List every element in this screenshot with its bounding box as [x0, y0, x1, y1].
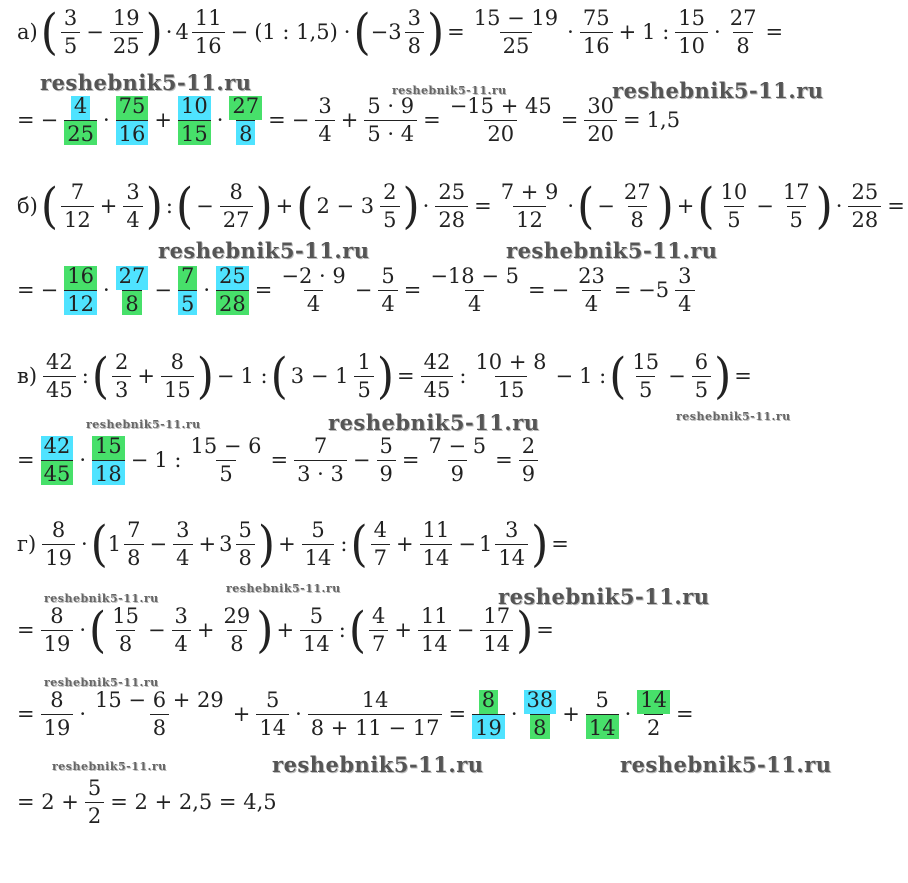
paren-close: ) — [257, 515, 276, 572]
fraction: $\frac{6}{5}$ — [692, 352, 711, 401]
equals-sign: = — [17, 618, 35, 642]
paren-open: ( — [89, 601, 107, 658]
plus-sign: + — [278, 532, 296, 556]
equals-sign: = — [254, 278, 273, 302]
dot-sign: · — [510, 702, 518, 726]
equals-sign: = — [495, 448, 513, 472]
watermark-text: reshebnik5-11.ru — [158, 238, 370, 263]
mixed-number: 1 $\frac{3}{14}$ — [479, 520, 531, 569]
fraction: $\frac{15}{8}$ — [112, 604, 139, 656]
dot-sign: · — [79, 618, 87, 642]
line-v-1 — [14, 347, 755, 404]
paren-close: ) — [256, 601, 274, 658]
plus-sign: + — [618, 20, 637, 44]
fraction: $\frac{5}{2}$ — [85, 778, 104, 827]
watermark-text: reshebnik5-11.ru — [86, 418, 201, 431]
fraction: $\frac{8}{27}$ — [220, 182, 253, 231]
line-b-1 — [14, 177, 908, 234]
minus-sign: − — [154, 278, 172, 302]
minus-sign: − — [354, 278, 373, 302]
minus-sign: − — [756, 194, 774, 218]
fraction: $\frac{3}{4}$ — [315, 96, 334, 145]
label-a: а) — [17, 20, 38, 44]
paren-open: ( — [697, 177, 715, 234]
fraction: $\frac{75}{16}$ — [116, 96, 149, 145]
minus-sign: − — [86, 20, 104, 44]
plus-sign: + — [154, 108, 172, 132]
equals-sign: = — [403, 278, 422, 302]
minus-sign: − — [291, 108, 310, 132]
paren-close: ) — [531, 515, 549, 572]
fraction: $\frac{5}{9}$ — [377, 436, 396, 485]
fraction: $\frac{14}{8 + 11 - 17}$ — [308, 690, 443, 739]
watermark-text: reshebnik5-11.ru — [40, 70, 252, 95]
plus-sign: + — [232, 702, 251, 726]
equals-sign: = — [623, 108, 641, 132]
equals-sign: = — [270, 448, 289, 472]
equals-sign: = — [448, 702, 467, 726]
equals-sign: = — [551, 532, 569, 556]
minus-sign: − — [216, 364, 235, 388]
dot-sign: · — [567, 194, 575, 218]
paren-open: ( — [40, 177, 59, 234]
equals-sign: = — [734, 364, 752, 388]
fraction: $\frac{4}{7}$ — [371, 520, 390, 569]
paren-open: ( — [90, 515, 108, 572]
watermark-text: reshebnik5-11.ru — [52, 760, 167, 773]
dot-sign: · — [79, 702, 87, 726]
mixed-number: −3 $\frac{3}{8}$ — [371, 8, 427, 57]
paren-open: ( — [40, 3, 58, 61]
fraction: $\frac{11}{14}$ — [420, 520, 453, 569]
dot-sign: · — [79, 448, 87, 472]
plus-sign: + — [396, 532, 414, 556]
paren-open: ( — [175, 177, 194, 234]
fraction: $\frac{15}{10}$ — [675, 8, 708, 57]
equals-sign: = — [17, 278, 35, 302]
dot-sign: · — [835, 194, 843, 218]
watermark-text: reshebnik5-11.ru — [44, 592, 159, 605]
paren-close: ) — [656, 177, 674, 234]
fraction: $\frac{29}{8}$ — [223, 604, 251, 656]
plus-sign: + — [198, 532, 217, 556]
fraction: $\frac{38}{8}$ — [524, 690, 557, 739]
fraction: $\frac{42}{45}$ — [43, 352, 76, 401]
fraction: $\frac{25}{28}$ — [435, 182, 468, 231]
expression-text: 1 : — [642, 20, 670, 44]
plus-sign: + — [340, 108, 359, 132]
fraction: $\frac{7 + 9}{12}$ — [500, 180, 559, 232]
line-a-1 — [14, 3, 786, 61]
fraction: $\frac{10 + 8}{15}$ — [475, 350, 547, 402]
paren-close: ) — [145, 3, 163, 61]
fraction: $\frac{3}{4}$ — [172, 606, 191, 655]
watermark-text: reshebnik5-11.ru — [272, 752, 484, 777]
paren-close: ) — [402, 177, 420, 234]
dot-sign: · — [567, 20, 574, 44]
fraction: $\frac{15 - 19}{25}$ — [473, 6, 559, 58]
watermark-text: reshebnik5-11.ru — [620, 752, 832, 777]
watermark-text: reshebnik5-11.ru — [226, 582, 341, 595]
minus-sign: − — [196, 194, 214, 218]
plus-sign: + — [676, 194, 695, 218]
colon-sign: : — [81, 364, 89, 388]
line-a-2 — [14, 96, 683, 145]
equals-sign: = — [17, 448, 35, 472]
minus-sign: − — [551, 278, 570, 302]
equals-sign: = — [536, 618, 554, 642]
expression-text: 1 : — [154, 448, 182, 472]
fraction: $\frac{42}{45}$ — [41, 436, 74, 485]
plus-sign: + — [137, 364, 155, 388]
minus-sign: − — [668, 364, 686, 388]
label-g: г) — [17, 532, 37, 556]
fraction: $\frac{42}{45}$ — [421, 352, 454, 401]
fraction: $\frac{15}{18}$ — [92, 436, 125, 485]
fraction: $\frac{7}{12}$ — [61, 182, 94, 231]
fraction: $\frac{3}{4}$ — [675, 266, 694, 315]
fraction: $\frac{25}{28}$ — [216, 266, 249, 315]
fraction: $\frac{30}{20}$ — [584, 96, 617, 145]
fraction: $\frac{15}{5}$ — [632, 350, 660, 402]
fraction: $\frac{2}{9}$ — [519, 436, 538, 485]
colon-sign: : — [165, 194, 173, 218]
paren-close: ) — [516, 601, 534, 658]
mixed-number: 3 $\frac{5}{8}$ — [219, 520, 258, 569]
minus-sign: − — [458, 532, 476, 556]
paren-open: ( — [353, 3, 371, 61]
fraction: $\frac{-15 + 45}{20}$ — [449, 94, 552, 146]
plus-sign: + — [196, 618, 215, 642]
fraction: $\frac{15 - 6}{5}$ — [190, 434, 262, 486]
equals-sign: = — [17, 108, 35, 132]
fraction: $\frac{4}{7}$ — [369, 606, 388, 655]
watermark-text: reshebnik5-11.ru — [44, 676, 159, 689]
fraction: $\frac{5}{14}$ — [256, 690, 289, 739]
paren-close: ) — [145, 177, 163, 234]
minus-sign: − — [597, 194, 615, 218]
watermark-text: reshebnik5-11.ru — [506, 238, 718, 263]
plus-sign: + — [275, 194, 294, 218]
fraction: $\frac{5 \cdot 9}{5 \cdot 4}$ — [364, 96, 417, 145]
plus-sign: + — [394, 618, 413, 642]
fraction: $\frac{4}{25}$ — [64, 96, 97, 145]
label-v: в) — [17, 364, 38, 388]
fraction: $\frac{25}{28}$ — [848, 182, 881, 231]
equals-sign: = — [447, 20, 465, 44]
watermark-text: reshebnik5-11.ru — [612, 78, 824, 103]
fraction: $\frac{10}{5}$ — [720, 180, 748, 232]
fraction: $\frac{5}{14}$ — [300, 606, 333, 655]
minus-sign: − — [130, 448, 149, 472]
line-g-3 — [14, 690, 697, 739]
fraction: $\frac{8}{19}$ — [41, 606, 74, 655]
dot-sign: · — [714, 20, 721, 44]
plus-sign: + — [99, 194, 118, 218]
fraction: $\frac{5}{14}$ — [586, 690, 619, 739]
mixed-number: 4 $\frac{11}{16}$ — [175, 8, 227, 57]
expression-text: (1 : 1,5) — [254, 20, 338, 44]
minus-sign: − — [40, 278, 59, 302]
fraction: $\frac{15 - 6 + 29}{8}$ — [95, 688, 224, 740]
fraction: $\frac{14}{2}$ — [637, 690, 670, 739]
fraction: $\frac{5}{14}$ — [302, 520, 335, 569]
line-g-1 — [14, 515, 572, 572]
fraction: $\frac{27}{8}$ — [729, 6, 757, 58]
equals-sign: = — [397, 364, 415, 388]
minus-sign: − — [40, 108, 59, 132]
dot-sign: · — [102, 278, 110, 302]
minus-sign: − — [555, 364, 574, 388]
fraction: $\frac{23}{4}$ — [578, 264, 605, 316]
dot-sign: · — [80, 532, 88, 556]
colon-sign: : — [340, 532, 348, 556]
equals-sign: = — [17, 702, 35, 726]
fraction: $\frac{-18 - 5}{4}$ — [430, 264, 519, 316]
fraction: $\frac{1}{5}$ — [354, 352, 373, 401]
fraction: $\frac{3}{4}$ — [123, 182, 142, 231]
minus-sign: − — [456, 618, 475, 642]
expression-text: = 2 + — [17, 790, 79, 814]
mixed-number: 1 $\frac{7}{8}$ — [108, 520, 147, 569]
paren-close: ) — [426, 3, 445, 61]
fraction: $\frac{17}{14}$ — [480, 606, 513, 655]
watermark-text: reshebnik5-11.ru — [392, 84, 507, 97]
plus-sign: + — [276, 618, 295, 642]
equals-sign: = — [401, 448, 420, 472]
result-value: 1,5 — [646, 108, 681, 132]
paren-close: ) — [714, 347, 732, 404]
equals-sign: = — [474, 194, 492, 218]
fraction: $\frac{2}{3}$ — [112, 352, 131, 401]
plus-sign: + — [562, 702, 580, 726]
label-b: б) — [17, 194, 38, 218]
fraction: $\frac{27}{8}$ — [116, 266, 149, 315]
dot-sign: · — [624, 702, 632, 726]
paren-open: ( — [609, 347, 627, 404]
paren-open: ( — [577, 177, 595, 234]
fraction: $\frac{19}{25}$ — [110, 8, 143, 57]
paren-open: ( — [348, 601, 367, 658]
equals-sign: = — [527, 278, 546, 302]
fraction: $\frac{10}{15}$ — [178, 96, 211, 145]
paren-close: ) — [815, 177, 833, 234]
line-g-4 — [14, 778, 280, 827]
fraction: $\frac{27}{8}$ — [229, 96, 262, 145]
minus-sign: − — [147, 618, 166, 642]
watermark-text: reshebnik5-11.ru — [676, 410, 791, 423]
fraction: $\frac{8}{19}$ — [42, 520, 75, 569]
equals-sign: = — [268, 108, 286, 132]
fraction: $\frac{8}{15}$ — [161, 352, 194, 401]
dot-sign: · — [343, 20, 351, 44]
paren-open: ( — [270, 347, 288, 404]
line-v-2 — [14, 436, 541, 485]
fraction: $\frac{7}{3 \cdot 3}$ — [294, 436, 347, 485]
dot-sign: · — [295, 702, 302, 726]
line-g-2 — [14, 601, 557, 658]
line-b-2 — [14, 266, 698, 315]
dot-sign: · — [165, 20, 173, 44]
fraction: $\frac{3}{4}$ — [173, 520, 192, 569]
watermark-text: reshebnik5-11.ru — [498, 584, 710, 609]
fraction: $\frac{2}{5}$ — [380, 182, 399, 231]
paren-open: ( — [91, 347, 109, 404]
fraction: $\frac{17}{5}$ — [782, 180, 810, 232]
equals-sign: = — [887, 194, 905, 218]
result-value: = 2 + 2,5 = 4,5 — [110, 790, 277, 814]
fraction: $\frac{75}{16}$ — [580, 8, 613, 57]
paren-close: ) — [255, 177, 273, 234]
dot-sign: · — [422, 194, 430, 218]
expression-text: 1 : — [240, 364, 268, 388]
paren-open: ( — [296, 177, 314, 234]
minus-sign: − — [149, 532, 168, 556]
expression-text: 1 : — [579, 364, 607, 388]
dot-sign: · — [102, 108, 110, 132]
minus-sign: − — [352, 448, 371, 472]
equals-sign: = — [676, 702, 694, 726]
fraction: $\frac{8}{19}$ — [472, 690, 505, 739]
paren-close: ) — [376, 347, 395, 404]
fraction: $\frac{7}{5}$ — [178, 266, 197, 315]
fraction: $\frac{16}{12}$ — [64, 266, 97, 315]
paren-open: ( — [350, 515, 368, 572]
paren-close: ) — [196, 347, 214, 404]
expression-text: 2 − 3 — [316, 194, 375, 218]
minus-sign: − — [230, 20, 249, 44]
equals-sign: = — [765, 20, 784, 44]
dot-sign: · — [216, 108, 224, 132]
equals-sign: = — [560, 108, 579, 132]
colon-sign: : — [459, 364, 467, 388]
fraction: $\frac{8}{19}$ — [41, 690, 74, 739]
colon-sign: : — [338, 618, 346, 642]
expression-text: = −5 — [613, 278, 670, 302]
watermark-text: reshebnik5-11.ru — [328, 410, 540, 435]
fraction: $\frac{-2 \cdot 9}{4}$ — [281, 264, 346, 316]
fraction: $\frac{11}{14}$ — [418, 606, 451, 655]
expression-text: 3 − 1 — [290, 364, 349, 388]
fraction: $\frac{27}{8}$ — [623, 180, 651, 232]
fraction: $\frac{5}{4}$ — [378, 266, 397, 315]
fraction: $\frac{3}{5}$ — [61, 8, 80, 57]
equals-sign: = — [423, 108, 441, 132]
dot-sign: · — [203, 278, 211, 302]
fraction: $\frac{7 - 5}{9}$ — [428, 434, 487, 486]
